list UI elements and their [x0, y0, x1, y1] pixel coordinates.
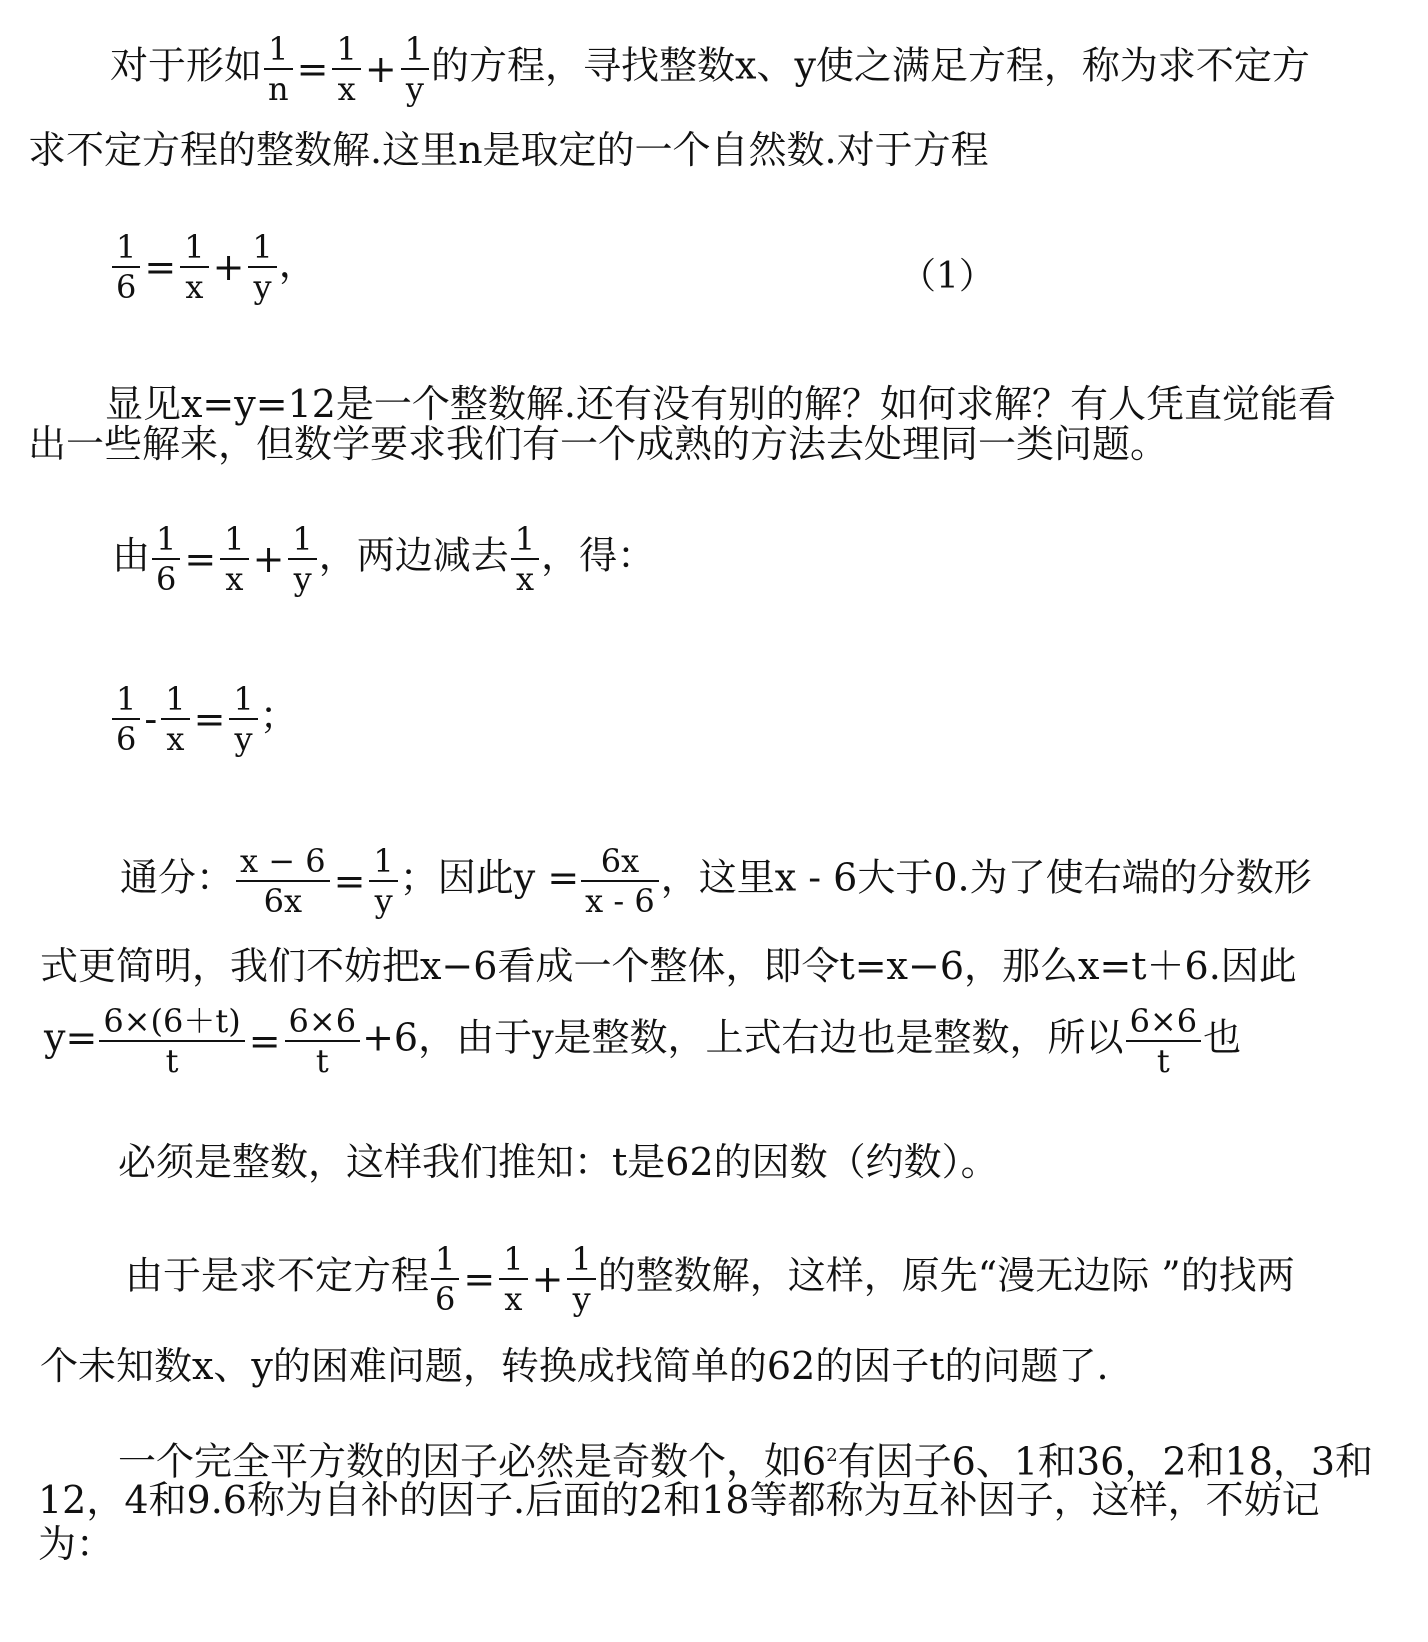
equation-2 [110, 680, 298, 758]
text: ，两边减去 [318, 533, 509, 578]
fraction-36-over-t: $\frac{6\times 6}{t}$ [1126, 1002, 1202, 1080]
text: 一个完全平方数的因子必然是奇数个，如6 [118, 1439, 827, 1484]
fraction-1-over-x: $\frac{1}{x}$ [220, 520, 248, 598]
p6-line3: 为： [38, 1522, 115, 1566]
p1-line2: 求不定方程的整数解.这里n是取定的一个自然数.对于方程 [28, 128, 989, 172]
equation-1 [110, 228, 317, 306]
text: 由 [112, 533, 151, 578]
equals-sign: = [193, 697, 226, 741]
fraction-1-over-6: $\frac{1}{6}$ [152, 520, 180, 598]
p3-line [112, 520, 655, 598]
fraction-6x6plust-over-t: $\frac{6\times(6+t)}{t}$ [99, 1002, 244, 1080]
plus-sign: + [364, 47, 397, 91]
fraction-36-over-t: $\frac{6\times 6}{t}$ [285, 1002, 361, 1080]
text: 对于形如 [110, 43, 263, 88]
equals-sign: = [144, 245, 177, 289]
equals-sign: = [296, 47, 329, 91]
fraction-1-over-y: $\frac{1}{y}$ [248, 228, 276, 306]
fraction-1-over-y: $\frac{1}{y}$ [369, 842, 397, 920]
fraction-1-over-y: $\frac{1}{y}$ [401, 30, 429, 108]
plus-sign: + [212, 245, 245, 289]
fraction-6x-over-x-minus-6: $\frac{6x}{x - 6}$ [581, 842, 659, 920]
semicolon: ； [259, 693, 298, 738]
fraction-1-over-x: $\frac{1}{x}$ [180, 228, 208, 306]
p1-line1 [110, 30, 1310, 108]
equals-sign: = [248, 1019, 281, 1063]
equals-sign: = [184, 537, 217, 581]
text: 由于是求不定方程 [125, 1253, 430, 1298]
fraction-1-over-x: $\frac{1}{x}$ [499, 1240, 527, 1318]
text: y= [44, 1015, 98, 1060]
plus-sign: + [252, 537, 285, 581]
fraction-1-over-6: $\frac{1}{6}$ [112, 680, 140, 758]
fraction-1-over-6: $\frac{1}{6}$ [112, 228, 140, 306]
text: 的整数解，这样，原先“漫无边际 ”的找两 [597, 1253, 1295, 1298]
text: ；因此y = [399, 855, 580, 900]
p5-line1 [125, 1240, 1295, 1318]
fraction-x-minus-6-over-6x: $\frac{x - 6}{6x}$ [236, 842, 330, 920]
equals-sign: = [333, 859, 366, 903]
p4-line1 [120, 842, 1312, 920]
p4-line4: 必须是整数，这样我们推知：t是62的因数（约数）。 [118, 1140, 999, 1184]
comma: ， [278, 241, 317, 286]
p2-line2: 出一些解来，但数学要求我们有一个成熟的方法去处理同一类问题。 [28, 422, 1169, 466]
plus-sign: + [531, 1257, 564, 1301]
text: ，这里x - 6大于0.为了使右端的分数形 [660, 855, 1312, 900]
text: 的方程，寻找整数x、y使之满足方程，称为求不定方 [431, 43, 1310, 88]
text: ，得： [541, 533, 656, 578]
p6-line2: 12，4和9.6称为自补的因子.后面的2和18等都称为互补因子，这样，不妨记 [38, 1478, 1320, 1522]
fraction-1-over-x: $\frac{1}{x}$ [511, 520, 539, 598]
minus-sign: - [144, 697, 158, 741]
equation-number: （1） [900, 256, 995, 297]
fraction-1-over-n: $\frac{1}{n}$ [264, 30, 293, 108]
p4-line2: 式更简明，我们不妨把x−6看成一个整体，即令t=x−6，那么x=t＋6.因此 [40, 944, 1297, 988]
fraction-1-over-6: $\frac{1}{6}$ [431, 1240, 459, 1318]
p6-line1 [118, 1434, 1373, 1484]
p5-line2: 个未知数x、y的困难问题，转换成找简单的62的因子t的问题了. [40, 1344, 1109, 1388]
p2-line1: 显见x=y=12是一个整数解.还有没有别的解？如何求解？有人凭直觉能看 [105, 382, 1337, 426]
fraction-1-over-y: $\frac{1}{y}$ [288, 520, 316, 598]
fraction-1-over-y: $\frac{1}{y}$ [567, 1240, 595, 1318]
p4-line3 [44, 1002, 1241, 1080]
fraction-1-over-x: $\frac{1}{x}$ [161, 680, 189, 758]
text: 也 [1203, 1015, 1242, 1060]
equals-sign: = [463, 1257, 496, 1301]
fraction-1-over-y: $\frac{1}{y}$ [229, 680, 257, 758]
text: 通分： [120, 855, 235, 900]
superscript: 2 [826, 1445, 838, 1466]
text: +6，由于y是整数，上式右边也是整数，所以 [362, 1015, 1124, 1060]
text: 有因子6、1和36，2和18，3和 [837, 1439, 1374, 1484]
fraction-1-over-x: $\frac{1}{x}$ [332, 30, 360, 108]
